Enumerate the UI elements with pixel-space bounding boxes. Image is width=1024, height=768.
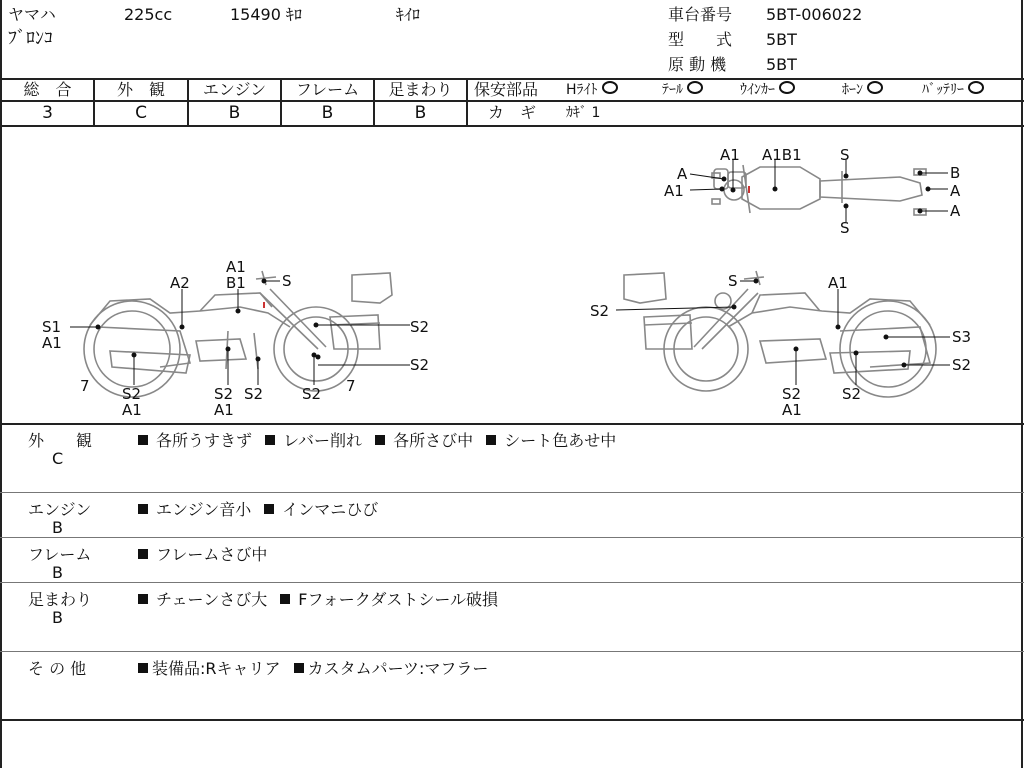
section-suspension: [0, 584, 1024, 650]
section-grade: B: [52, 518, 63, 537]
score-mid-line: [0, 100, 468, 102]
label: S2: [410, 356, 430, 374]
label: A2: [170, 274, 190, 292]
ok-circle-icon: [968, 81, 984, 94]
label: S2: [842, 385, 862, 403]
score-exterior-value: C: [135, 103, 147, 123]
ok-circle-icon: [602, 81, 618, 94]
section-title: そ の 他: [28, 659, 87, 678]
label: S2: [302, 385, 322, 403]
safety-item-horn: ﾎｰﾝ: [842, 81, 897, 99]
score-overall-label: 総 合: [23, 80, 72, 99]
section-notes: 各所うすきず レバー削れ 各所さび中 シート色あせ中: [136, 428, 616, 451]
bullet-square-icon: [280, 594, 290, 604]
safety-label: 保安部品: [474, 80, 539, 99]
label: A1: [782, 401, 802, 419]
section-title: 足まわり: [28, 590, 93, 609]
safety-item-headlight: Hﾗｲﾄ: [566, 81, 632, 99]
section-grade: C: [52, 449, 64, 468]
label: A1: [664, 182, 684, 200]
label: B1: [226, 274, 246, 292]
type-value: 5BT: [766, 30, 797, 49]
bullet-square-icon: [294, 663, 304, 673]
bike-right-view: [624, 271, 936, 397]
model-name: ﾌﾞﾛﾝｺ: [8, 28, 53, 49]
score-exterior-label: 外 観: [116, 80, 165, 99]
label: A1: [828, 274, 848, 292]
label: 7: [80, 377, 90, 395]
ok-circle-icon: [867, 81, 883, 94]
section-notes: エンジン音小 インマニひび: [136, 497, 378, 520]
engine-model-value: 5BT: [766, 55, 797, 74]
label: A: [950, 182, 961, 200]
bullet-square-icon: [375, 435, 385, 445]
label: S2: [214, 385, 234, 403]
label: S2: [410, 318, 430, 336]
label: S: [728, 272, 738, 290]
label: S2: [952, 356, 972, 374]
key-value: ｶｷﾞ 1: [566, 105, 601, 121]
bullet-square-icon: [138, 663, 148, 673]
mileage: 15490 ｷﾛ: [230, 5, 302, 24]
section-title: 外 観: [28, 431, 93, 450]
label: S1: [42, 318, 62, 336]
bullet-square-icon: [138, 504, 148, 514]
score-engine-label: エンジン: [202, 80, 267, 99]
bullet-square-icon: [138, 594, 148, 604]
mileage-unit: ｷｲﾛ: [396, 5, 421, 24]
score-frame-label: フレーム: [295, 80, 360, 99]
red-marks: [264, 186, 749, 308]
section-frame: [0, 539, 1024, 581]
leader-dots: [96, 171, 931, 368]
label: A1: [720, 146, 740, 164]
label: S: [840, 219, 850, 237]
ok-circle-icon: [687, 81, 703, 94]
label: A1B1: [762, 146, 802, 164]
score-suspension-value: B: [414, 103, 427, 123]
row-divider: [0, 537, 1024, 538]
section-engine: [0, 494, 1024, 536]
section-notes: フレームさび中: [136, 542, 267, 565]
ok-circle-icon: [779, 81, 795, 94]
label: S: [282, 272, 292, 290]
section-other: [0, 653, 1024, 719]
score-frame-value: B: [321, 103, 334, 123]
label: S: [840, 146, 850, 164]
section-title: フレーム: [28, 545, 92, 564]
row-divider: [0, 492, 1024, 493]
damage-diagram: [0, 127, 1022, 423]
row-divider: [0, 582, 1024, 583]
label: 7: [346, 377, 356, 395]
label: A1: [42, 334, 62, 352]
label: B: [950, 164, 961, 182]
score-engine-value: B: [228, 103, 241, 123]
label: A1: [226, 258, 246, 276]
frame-no-label: 車台番号: [668, 5, 733, 24]
label: S2: [244, 385, 264, 403]
label: A1: [122, 401, 142, 419]
score-divider-5: [466, 78, 468, 125]
notes-bottom-line: [0, 719, 1024, 721]
score-suspension-label: 足まわり: [388, 80, 453, 99]
key-label: カ ギ: [488, 103, 537, 122]
leader-lines: [70, 160, 950, 385]
type-label: 型 式: [668, 30, 733, 49]
label: A: [950, 202, 961, 220]
diagram-labels: [42, 146, 971, 419]
section-grade: B: [52, 608, 63, 627]
label: S3: [952, 328, 972, 346]
section-grade: B: [52, 563, 63, 582]
safety-item-battery: ﾊﾞｯﾃﾘｰ: [922, 81, 998, 99]
section-notes: 装備品:Rキャリア カスタムパーツ:マフラー: [136, 656, 488, 679]
maker: ヤマハ: [8, 5, 56, 24]
safety-item-tail: ﾃｰﾙ: [662, 81, 717, 99]
engine-model-label: 原 動 機: [668, 55, 727, 74]
safety-mid-line: [468, 100, 1024, 102]
label: A1: [214, 401, 234, 419]
label: S2: [590, 302, 610, 320]
bullet-square-icon: [264, 504, 274, 514]
bike-top-view: [712, 165, 926, 215]
score-overall-value: 3: [42, 103, 53, 123]
label: S2: [782, 385, 802, 403]
safety-item-winker: ｳｲﾝｶｰ: [740, 81, 809, 99]
bullet-square-icon: [265, 435, 275, 445]
bullet-square-icon: [486, 435, 496, 445]
row-divider: [0, 651, 1024, 652]
displacement: 225cc: [124, 5, 173, 24]
frame-no-value: 5BT-006022: [766, 5, 863, 24]
bullet-square-icon: [138, 549, 148, 559]
section-title: エンジン: [28, 500, 92, 519]
section-exterior: [0, 425, 1024, 493]
label: S2: [122, 385, 142, 403]
section-notes: チェーンさび大 Fフォークダストシール破損: [136, 587, 498, 610]
bullet-square-icon: [138, 435, 148, 445]
label: A: [677, 165, 688, 183]
